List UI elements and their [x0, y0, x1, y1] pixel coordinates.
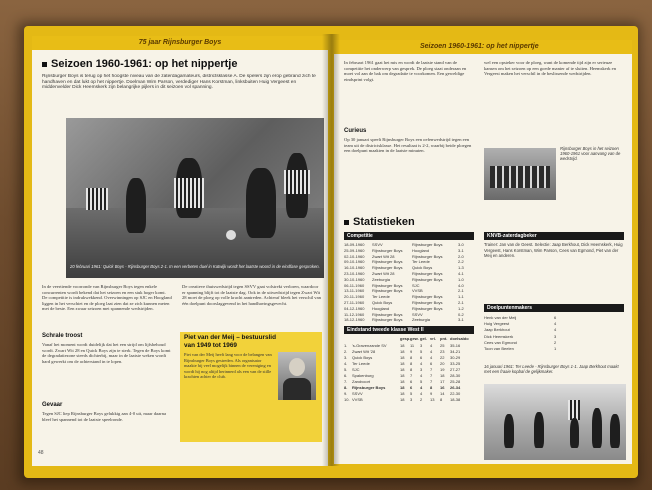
standings-header: Eindstand tweede klasse West II [344, 326, 474, 334]
table-cell: Hoogland [372, 305, 390, 311]
table-row [344, 391, 470, 396]
table-cell: Jaap Berkhout [484, 327, 510, 333]
table-cell: Rijnsburger Boys [412, 271, 443, 276]
team-row [490, 166, 550, 188]
table-cell: 13 [430, 397, 435, 402]
table-cell: 34-21 [450, 349, 461, 354]
page-number: 48 [38, 450, 44, 456]
table-cell: 18 [440, 373, 445, 378]
column-text: In februari 1961 gaat het mis en wordt de laatste stand van de competitie het onderwerp van gesprek. De ploeg staat onderaan en moet vol aan de bak om degradatie te voorkomen. Een geweldige eindsprint volgt. [344, 60, 467, 82]
table-cell: 2 [420, 397, 423, 402]
table-cell: Toon van Beelen [484, 346, 514, 351]
table-row [344, 397, 470, 402]
table-cell: Rijnsburger Boys [372, 311, 403, 317]
table-row [344, 248, 474, 253]
table-cell: 25 [440, 343, 445, 348]
competition-header: Competitie [344, 232, 474, 240]
table-cell: 2. [344, 349, 348, 354]
table-cell: Ter Leede [372, 294, 390, 300]
table-cell: Cees van Egmond [484, 339, 517, 345]
table-cell: 30-29 [450, 355, 461, 360]
photo-caption: 20 februari 1961: Quick Boys - Rijnsburger Boys 2-1. In een verbeten duel in Katwijk wordt het laatste woord in de eindfase gesproken. [70, 264, 320, 269]
table-row [344, 300, 474, 305]
table-cell: 09-10-1960 [344, 259, 365, 265]
table-cell: 18 [400, 343, 405, 348]
table-cell: 7 [430, 373, 433, 378]
intro-text: Rijnsburger Boys is terug op het hoogste niveau van de zaterdagamateurs, districtsklasse A. De spelers zijn erop gebrand zich te handhaven en dat lukt op het nippertje. Doelman Wim Parson, verdediger Hans Korstman, linksbuiten Huig Vergeest en middenvelder Dick Heemskerk zijn belangrijke pijlers in dit seizoen vol spanning. [42, 74, 316, 91]
knvb-text: Trainer: Jan van de Geest. Selectie: Jaap Berkhout, Dick Heemskerk, Huig Vergeest, Hans Korstman, Wim Parson, Cees van Egmond, Piet van der Meij en anderen. [484, 242, 623, 259]
table-cell: 4 [554, 321, 557, 327]
table-cell: Zwart Wit '28 [352, 349, 376, 354]
table-row [344, 277, 474, 282]
table-cell: 20-11-1960 [344, 294, 365, 300]
table-row [344, 306, 474, 311]
table-cell: 18 [400, 355, 405, 360]
table-cell: 17 [440, 379, 445, 384]
table-cell: 22-30 [450, 391, 461, 396]
table-cell: 6 [410, 379, 413, 384]
table-cell: 4 [430, 355, 433, 360]
column-header: pnt. [440, 336, 448, 341]
table-cell: 25-28 [450, 379, 461, 384]
table-cell: 3 [554, 333, 557, 339]
table-cell: Quick Boys [352, 355, 373, 360]
table-cell: 9. [344, 391, 348, 396]
player-figure [504, 414, 514, 448]
list-item [484, 321, 564, 326]
table-cell: 4 [420, 373, 423, 378]
table-cell: 6 [410, 385, 413, 390]
table-cell: 18 [400, 349, 405, 354]
table-cell: SSVV [372, 242, 383, 247]
table-cell: 4 [420, 385, 423, 390]
table-cell: 3 [420, 343, 423, 348]
table-cell: 8. [344, 385, 348, 390]
table-cell: 4 [430, 349, 433, 354]
table-cell: 3. [344, 355, 348, 360]
table-row [344, 361, 470, 366]
table-cell: 3-1 [458, 317, 464, 323]
right-page [334, 40, 632, 464]
table-cell: Rijnsburger Boys [412, 276, 443, 282]
table-cell: 2 [554, 339, 557, 345]
table-cell: 18 [400, 391, 405, 396]
ball-icon [226, 230, 236, 240]
match-photo [66, 118, 324, 278]
table-cell: Rijnsburger Boys [352, 385, 386, 390]
table-cell: 4 [554, 327, 557, 333]
table-cell: 0-2 [458, 311, 464, 317]
table-cell: 8 [410, 361, 413, 366]
subheading: Gevaar [42, 402, 63, 408]
column-text: De creatieve thuiswedstrijd tegen SSVV gaat volstrekt verloren, waardoor er spanning blijft tot de laatste dag. Ook in de uitwedstrijd tegen Zwart Wit 28 moet de ploeg op volle kracht aantreden. Achteraf bleek het verschil van één doelpunt doorslaggevend in het handhavingsgevecht. [182, 284, 321, 306]
table-cell: Quick Boys [412, 265, 433, 271]
table-cell: 18 [400, 367, 405, 372]
table-cell: 18 [400, 361, 405, 366]
left-page [32, 36, 328, 466]
table-cell: Rijnsburger Boys [372, 282, 403, 288]
table-cell: 4 [420, 391, 423, 396]
player-figure [592, 408, 602, 448]
player-striped-shirt [174, 178, 204, 208]
team-photo-caption: Rijnsburger Boys in het seizoen 1960-1961 voor aanvang van de wedstrijd. [560, 146, 621, 161]
table-cell: 4 [420, 361, 423, 366]
table-cell: Zwart Wit 28 [372, 271, 395, 276]
table-cell: SSVV [352, 391, 363, 396]
subheading: Schrale troost [42, 333, 83, 339]
table-cell: 1-2 [458, 305, 464, 311]
table-row [344, 312, 474, 317]
curious-text: Op 30 januari speelt Rijnsburger Boys een oefenwedstrijd tegen een team uit de districtsklasse. Het resultaat is 2-2, waarbij beide ploegen een doelpunt maakten in de laatste minuten. [344, 137, 472, 154]
match-photo-2 [484, 384, 626, 460]
table-cell: 6 [430, 361, 433, 366]
table-row [344, 283, 474, 288]
table-cell: 4-1 [458, 271, 464, 276]
table-row [344, 265, 474, 270]
table-cell: 's-Gravenzande SV [352, 343, 387, 348]
table-row [344, 259, 474, 264]
article-title: Seizoen 1960-1961: op het nippertje [42, 58, 237, 70]
table-cell: 18-38 [450, 397, 461, 402]
table-cell: Quick Boys [372, 300, 393, 305]
portrait-face [289, 358, 305, 376]
table-cell: 7. [344, 379, 348, 384]
table-cell: 5 [410, 391, 413, 396]
table-row [344, 343, 470, 348]
list-item [484, 346, 564, 351]
table-cell: 5 [420, 349, 423, 354]
table-row [344, 355, 470, 360]
player-figure [610, 414, 620, 448]
table-cell: Rijnsburger Boys [412, 294, 443, 300]
table-cell: Huig Vergeest [484, 321, 510, 327]
player-striped-shirt [86, 188, 108, 210]
table-cell: Hoogland [412, 247, 430, 253]
table-cell: 3 [410, 397, 413, 402]
table-cell: VVSB [412, 288, 423, 294]
table-cell: SSVV [412, 311, 423, 317]
list-item [484, 327, 564, 332]
table-cell: 04-12-1960 [344, 305, 365, 311]
table-cell: 18 [400, 373, 405, 378]
table-cell: 27-27 [450, 367, 461, 372]
left-page-header: 75 jaar Rijnsburger Boys [32, 36, 328, 50]
table-row [344, 367, 470, 372]
list-item [484, 340, 564, 345]
match-photo-caption: 16 januari 1961: Ter Leede - Rijnsburger Boys 1-1. Jaap Berkhout maakt met een fraaie kopbal de gelijkmaker. [484, 364, 619, 374]
player-figure [534, 412, 544, 448]
table-cell: 7 [410, 373, 413, 378]
table-cell: 1-0 [458, 276, 464, 282]
table-cell: Ter Leede [412, 259, 430, 265]
table-cell: Spakenburg [352, 373, 374, 378]
table-cell: 27-11-1960 [344, 300, 365, 305]
table-row [344, 317, 474, 322]
table-cell: 4-0 [458, 282, 464, 288]
table-row [344, 349, 470, 354]
table-cell: 18-12-1960 [344, 317, 365, 323]
goalkeeper-figure [246, 168, 276, 238]
list-item [484, 334, 564, 339]
scorers-header: Doelpuntenmakers [484, 304, 624, 312]
column-header: gesp. [400, 336, 411, 341]
table-cell: 4 [430, 343, 433, 348]
player-striped-shirt [568, 400, 580, 420]
table-cell: 10. [344, 397, 350, 402]
table-cell: 6. [344, 373, 348, 378]
table-cell: 35-16 [450, 343, 461, 348]
table-row [344, 242, 474, 247]
table-cell: 8 [430, 385, 433, 390]
table-cell: 3-1 [458, 247, 464, 253]
column-text: Vanaf het moment wordt duidelijk dat het een strijd om lijfsbehoud wordt. Zwart Wit 28 en Quick Boys zijn te sterk. Tegen de Boys komt de degradatiezone steeds dichterbij, maar in de laatste weken wordt hard gewerkt om de achterstand in te lopen. [42, 342, 171, 364]
table-cell: Zeeburgia [372, 276, 391, 282]
table-cell: 8 [410, 355, 413, 360]
table-cell: 2-1 [458, 300, 464, 305]
table-cell: 25-09-1960 [344, 247, 365, 253]
portrait-suit [283, 378, 311, 400]
table-row [344, 294, 474, 299]
table-cell: 06-11-1960 [344, 282, 365, 288]
table-header-row [344, 336, 470, 341]
table-row [344, 373, 470, 378]
table-cell: 22 [440, 355, 445, 360]
table-row [344, 288, 474, 293]
table-cell: Rijnsburger Boys [372, 247, 403, 253]
table-cell: 5 [420, 379, 423, 384]
team-photo [484, 148, 556, 200]
table-cell: 8 [440, 397, 443, 402]
table-cell: 23 [440, 349, 445, 354]
table-cell: Zwart Wit 28 [372, 253, 395, 259]
table-cell: 6 [554, 315, 557, 320]
table-cell: 02-10-1960 [344, 253, 365, 259]
column-text: In de veertiende voorronde van Rijnsburger Boys tegen enkele concurrenten wordt bekend dat het seizoen en een stuk hoger komt. De competitie is indrukwekkend. Overwinningen op SJC en Hoogland liggen in het verschiet en de ploeg laat zien dat ze zich kunnen meten met de beste. Een zwaar seizoen met spannende wedstrijden. [42, 284, 172, 312]
table-cell: 26-34 [450, 385, 461, 390]
column-text: wel een opsteker voor de ploeg, want de komende tijd zijn er serieuze kansen om het seizoen op een goede manier af te sluiten. Heemskerk en Vergeest maken het verschil in de beslissende wedstrijden. [484, 60, 617, 77]
profile-box [180, 332, 322, 442]
right-page-header: Seizoen 1960-1961: op het nippertje [334, 40, 632, 54]
bullet-icon [42, 62, 47, 67]
profile-box-text: Piet van der Meij heeft lang voor de belangen van Rijnsburger Boys gestreden. Als organisator maakte hij veel mogelijk binnen de vereniging en wordt hij nog altijd herinnerd als een van de stille krachten achter de club. [184, 352, 272, 380]
table-cell: VVSB [352, 397, 363, 402]
table-cell: 23-10-1960 [344, 271, 365, 276]
table-cell: 16-10-1960 [344, 265, 365, 271]
table-cell: SJC [352, 367, 360, 372]
table-cell: 2-0 [458, 253, 464, 259]
table-cell: Ter Leede [352, 361, 370, 366]
bullet-icon [344, 220, 349, 225]
player-striped-shirt [284, 170, 310, 194]
table-cell: Zeeburgia [412, 317, 431, 323]
table-cell: 19 [440, 367, 445, 372]
table-cell: 28-30 [450, 373, 461, 378]
table-row [344, 379, 470, 384]
table-cell: 16 [440, 385, 445, 390]
table-cell: 1 [554, 346, 557, 351]
table-cell: Rijnsburger Boys [372, 259, 403, 265]
table-cell: 5. [344, 367, 348, 372]
table-cell: 20 [440, 361, 445, 366]
table-cell: 11 [410, 343, 415, 348]
table-cell: Dick Heemskerk [484, 333, 514, 339]
table-cell: 1-1 [458, 294, 464, 300]
table-cell: 8 [410, 367, 413, 372]
table-cell: Rijnsburger Boys [412, 300, 443, 305]
portrait-photo [278, 352, 316, 400]
table-cell: 6 [420, 355, 423, 360]
table-cell: 7 [430, 379, 433, 384]
table-row [344, 271, 474, 276]
table-cell: 18 [400, 379, 405, 384]
table-cell: 33-25 [450, 361, 461, 366]
column-text: Tegen SJC liep Rijnsburger Boys gelukkig aan 4-0 uit, maar daarna bleef het spannend tot de laatste speelronde. [42, 411, 166, 422]
subheading: Curieus [344, 128, 367, 134]
column-header: gew. [410, 336, 419, 341]
table-cell: Rijnsburger Boys [412, 242, 443, 247]
column-header: doelsaldo [450, 336, 469, 341]
table-row [344, 385, 470, 390]
table-cell: Rijnsburger Boys [372, 265, 403, 271]
table-cell: Rijnsburger Boys [372, 317, 403, 323]
table-cell: 13-11-1960 [344, 288, 365, 294]
knvb-header: KNVB-zaterdagbeker [484, 232, 624, 240]
player-figure [570, 418, 579, 448]
table-cell: 14 [440, 391, 445, 396]
table-cell: Henk van der Meij [484, 315, 517, 320]
table-cell: 2-2 [458, 259, 464, 265]
table-cell: 1-3 [458, 265, 464, 271]
table-cell: 18 [400, 397, 405, 402]
table-cell: 7 [430, 367, 433, 372]
list-item [484, 315, 564, 320]
table-cell: Rijnsburger Boys [372, 288, 403, 294]
table-row [344, 254, 474, 259]
table-cell: 9 [410, 349, 413, 354]
table-cell: 11-12-1960 [344, 311, 365, 317]
table-cell: 2-1 [458, 288, 464, 294]
table-cell: 3-0 [458, 242, 464, 247]
table-cell: Rijnsburger Boys [412, 305, 443, 311]
table-cell: 4. [344, 361, 348, 366]
table-cell: 18-09-1960 [344, 242, 365, 247]
column-header: gel. [420, 336, 427, 341]
table-cell: 1. [344, 343, 348, 348]
table-cell: 9 [430, 391, 433, 396]
table-cell: SJC [412, 282, 420, 288]
table-cell: Zandvoort [352, 379, 371, 384]
player-figure [126, 178, 146, 233]
table-cell: 18 [400, 385, 405, 390]
table-cell: 30-10-1960 [344, 276, 365, 282]
stats-title: Statistieken [344, 216, 415, 228]
book-gutter [322, 34, 340, 466]
table-cell: Rijnsburger Boys [412, 253, 443, 259]
column-header: vrl. [430, 336, 437, 341]
table-cell: 3 [420, 367, 423, 372]
profile-box-title: Piet van der Meij – bestuurslid van 1949 tot 1969 [184, 334, 276, 349]
